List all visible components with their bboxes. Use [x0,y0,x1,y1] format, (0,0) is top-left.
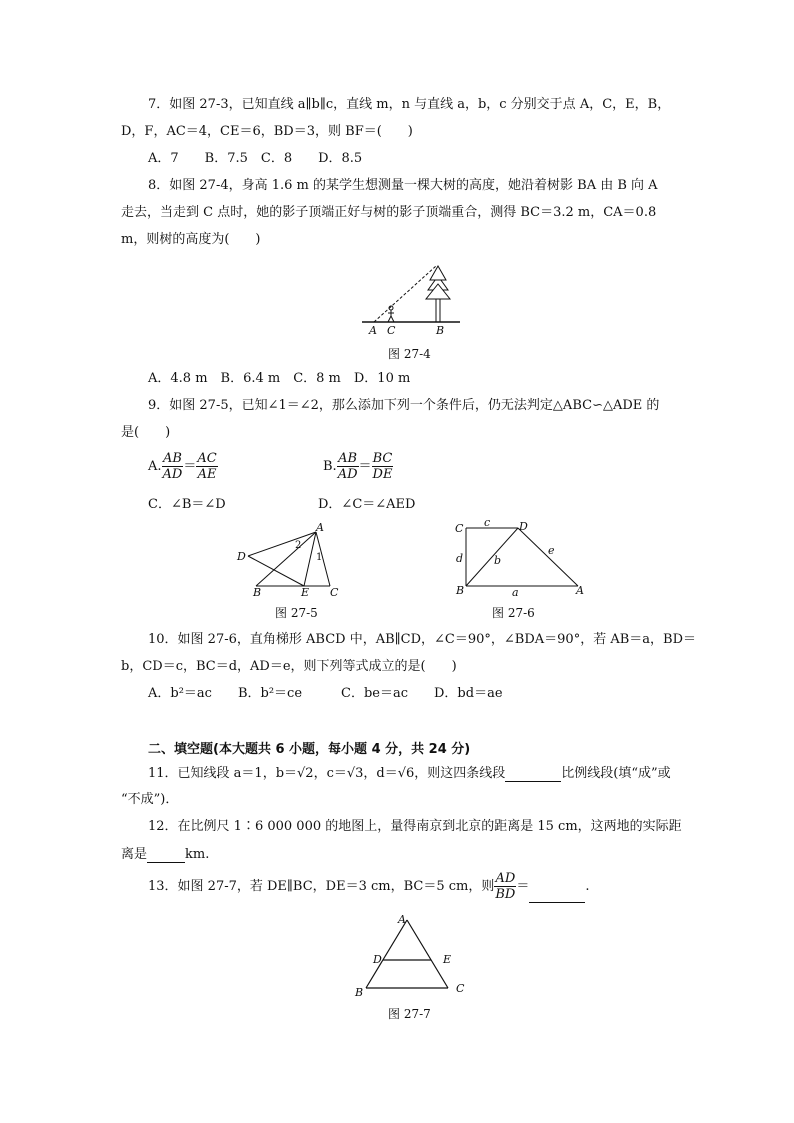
q12-answer-blank[interactable] [147,846,185,863]
q7-line2: D，F，AC＝4，CE＝6，BD＝3，则 BF＝( ) [121,124,413,139]
segment-ae [304,532,316,586]
segment-ad [248,532,316,556]
figure-27-5-caption: 图 27-5 [275,606,318,620]
q13-answer-blank[interactable] [529,870,585,903]
fraction-numerator: AB [338,451,358,466]
fraction-denominator: DE [372,467,393,482]
fig7-label-e: E [443,953,452,966]
fig6-side-d: d [456,552,464,565]
equals-sign: ＝ [358,459,372,474]
q10-line1: 10．如图 27-6，直角梯形 ABCD 中，AB∥CD，∠C＝90°，∠BDA＝90°，若 AB＝a，BD＝ [148,632,696,647]
q13-prefix: 13．如图 27-7，若 DE∥BC，DE＝3 cm，BC＝5 cm，则 [148,879,495,894]
q11-line2: “不成”)． [121,792,179,807]
equals-sign: ＝ [183,459,197,474]
fig4-label-b: B [436,324,445,337]
fig6-side-e: e [548,544,555,557]
q7-options: A．7 B．7.5 C．8 D．8.5 [148,151,363,166]
fig4-label-a: A [369,324,377,337]
fig6-point-a: A [576,584,584,597]
fraction-numerator: AC [197,451,217,466]
fig6-side-b: b [494,554,502,567]
figure-27-7 [352,912,472,1002]
fig5-label-b: B [253,586,262,599]
segment-ab [256,532,316,586]
q13-fraction [494,871,516,902]
q10-options: A．b²＝ac B．b²＝ce C．be＝ac D．bd＝ae [148,686,503,701]
fraction-denominator: AD [337,467,358,482]
fraction-denominator: BD [495,887,516,902]
q9-option-c: C．∠B＝∠D [148,497,226,512]
q8-line2: 走去，当走到 C 点时，她的影子顶端正好与树的影子顶端重合，测得 BC＝3.2 m，CA＝0.8 [121,205,657,220]
q11-answer-blank[interactable] [505,765,561,782]
q12-line2 [121,846,209,863]
figure-27-4 [362,256,462,338]
q9-option-b-fraction2 [372,451,394,482]
q11-line1 [148,765,671,782]
fig6-side-c: c [484,516,491,529]
student-icon [388,306,394,322]
fig7-label-c: C [456,982,465,995]
q13-end: . [585,879,590,894]
q12-text-b: km. [185,847,210,862]
tree-icon [426,266,450,322]
q11-text-a: 11．已知线段 a＝1，b＝√2，c＝√3，d＝√6，则这四条线段 [148,766,506,781]
figure-27-7-caption: 图 27-7 [388,1007,431,1021]
fraction-numerator: AB [162,451,182,466]
fig5-label-c: C [330,586,339,599]
fraction-denominator: AD [162,467,183,482]
figure-27-4-caption: 图 27-4 [388,347,431,361]
figure-27-5 [232,522,352,598]
q9-option-b [323,451,393,483]
q7-line1: 7．如图 27-3，已知直线 a∥b∥c，直线 m，n 与直线 a，b，c 分别交于点 A，C，E，B， [148,97,671,112]
q8-line3: m，则树的高度为( ) [121,232,261,247]
figure-27-6 [452,518,592,598]
equals-sign: ＝ [516,879,530,894]
section-2-title: 二、填空题(本大题共 6 小题，每小题 4 分，共 24 分) [148,742,471,757]
shadow-ray [374,266,436,322]
segment-da [518,528,578,586]
fig7-label-a: A [398,913,406,926]
fig6-point-b: B [456,584,465,597]
fig6-side-a: a [512,586,519,599]
fig5-label-a: A [316,521,324,534]
q9-option-a-letter: A. [148,459,162,474]
q9-option-b-fraction1 [337,451,359,482]
fig7-label-b: B [355,986,364,999]
fig5-angle-1: 1 [316,552,323,563]
q10-line2: b，CD＝c，BC＝d，AD＝e，则下列等式成立的是( ) [121,659,457,674]
q12-text-a: 离是 [121,847,148,862]
q8-options: A．4.8 m B．6.4 m C．8 m D．10 m [148,371,411,386]
fig5-angle-2: 2 [295,540,302,551]
q9-option-a-fraction2 [196,451,217,482]
segment-bd [466,528,518,586]
fig5-label-d: D [237,550,246,563]
q8-line1: 8．如图 27-4，身高 1.6 m 的某学生想测量一棵大树的高度，她沿着树影 BA 由 B 向 A [148,178,658,193]
q9-line1: 9．如图 27-5，已知∠1＝∠2，那么添加下列一个条件后，仍无法判定△ABC∽△ADE 的 [148,398,660,413]
segment-de [248,556,304,586]
q9-option-b-letter: B. [323,459,337,474]
fig4-label-c: C [387,324,396,337]
q9-option-a [148,451,218,483]
q12-line1: 12．在比例尺 1∶6 000 000 的地图上，量得南京到北京的距离是 15 cm，这两地的实际距 [148,819,682,834]
fraction-numerator: BC [372,451,393,466]
fraction-numerator: AD [495,871,516,886]
q13-line1 [148,870,590,903]
fraction-denominator: AE [197,467,217,482]
segment-ac [407,920,448,988]
q9-option-d: D．∠C＝∠AED [318,497,416,512]
q11-text-b: 比例线段(填“成”或 [561,766,671,781]
figure-27-6-caption: 图 27-6 [492,606,535,620]
q9-line2: 是( ) [121,425,171,440]
fig7-label-d: D [373,953,382,966]
fig6-point-c: C [455,522,464,535]
fig5-label-e: E [301,586,310,599]
q9-option-a-fraction1 [162,451,184,482]
fig6-point-d: D [519,520,528,533]
